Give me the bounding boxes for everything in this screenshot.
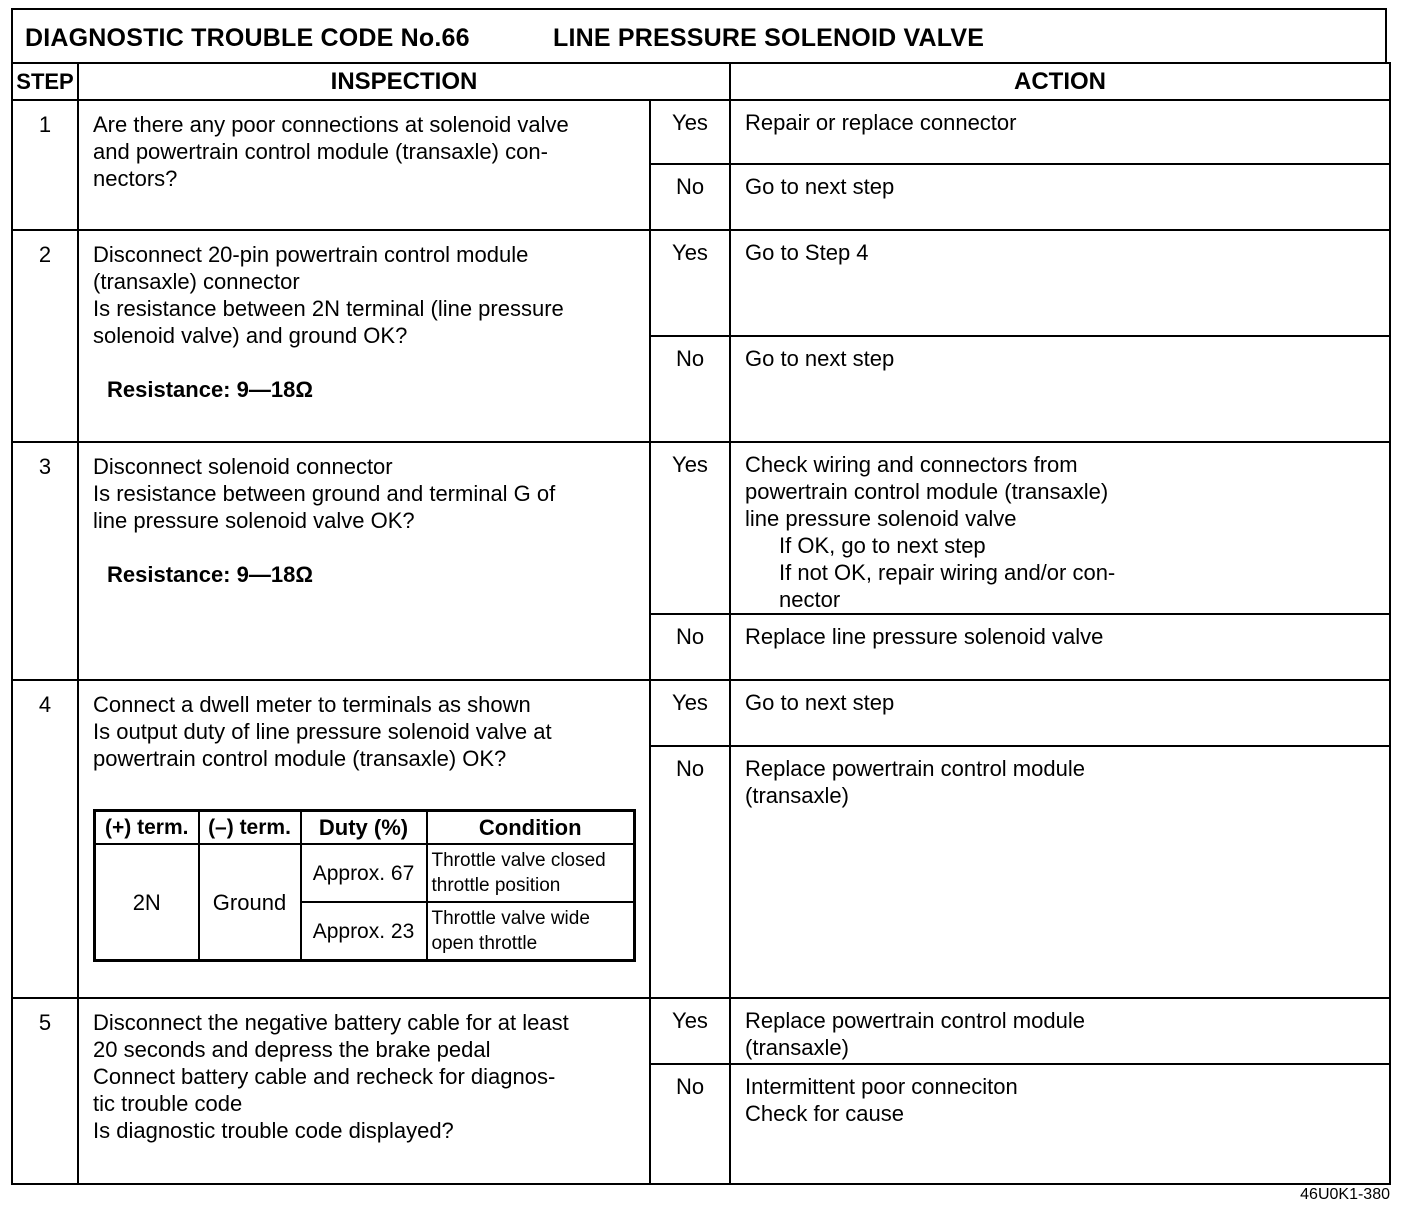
inspection-line: nectors? — [93, 166, 178, 191]
step-inspection — [78, 230, 650, 442]
step-number: 1 — [12, 100, 78, 230]
no-action — [730, 336, 1390, 442]
yes-action — [730, 998, 1390, 1064]
duty-table-row — [95, 844, 635, 902]
action-line: powertrain control module (transaxle) — [745, 479, 1109, 504]
inspection-line: 20 seconds and depress the brake pedal — [93, 1037, 491, 1062]
inspection-line: solenoid valve) and ground OK? — [93, 323, 408, 348]
inspection-line: Is resistance between 2N terminal (line pressure — [93, 296, 564, 321]
yes-action — [730, 230, 1390, 336]
table-header-row — [12, 63, 1390, 100]
no-label: No — [650, 336, 730, 442]
duty-table-header-row — [95, 811, 635, 845]
resistance-spec: Resistance: 9—18Ω — [107, 377, 313, 402]
duty-value: Approx. 67 — [301, 844, 427, 902]
inspection-line: Are there any poor connections at solenoid valve — [93, 112, 569, 137]
inspection-line: Is resistance between ground and terminal G of — [93, 481, 556, 506]
action-line: (transaxle) — [745, 1035, 849, 1060]
action-line-indented: If not OK, repair wiring and/or con- — [779, 560, 1116, 585]
no-action — [730, 614, 1390, 680]
no-label: No — [650, 614, 730, 680]
action-line-indented: If OK, go to next step — [779, 533, 986, 558]
inspection-line: Is output duty of line pressure solenoid valve at — [93, 719, 552, 744]
action-line: Replace powertrain control module — [745, 1008, 1085, 1033]
condition-line: Throttle valve closed — [431, 850, 606, 871]
step-column-header: STEP — [12, 63, 78, 100]
inspection-line: (transaxle) connector — [93, 269, 300, 294]
action-line: Check wiring and connectors from — [745, 452, 1078, 477]
inspection-line: Disconnect 20-pin powertrain control module — [93, 242, 529, 267]
no-label: No — [650, 1064, 730, 1184]
step-row-2-yes — [12, 230, 1390, 336]
action-line: Intermittent poor conneciton — [745, 1074, 1018, 1099]
action-line: Go to Step 4 — [745, 240, 869, 265]
step-number: 2 — [12, 230, 78, 442]
action-line: (transaxle) — [745, 783, 849, 808]
trouble-code-title: DIAGNOSTIC TROUBLE CODE No.66 — [25, 24, 470, 52]
yes-action — [730, 680, 1390, 746]
action-line-indented: nector — [779, 587, 841, 612]
condition-value — [427, 902, 635, 961]
step-number: 5 — [12, 998, 78, 1184]
condition-line: throttle position — [431, 875, 561, 896]
inspection-line: Connect a dwell meter to terminals as shown — [93, 692, 531, 717]
condition-value — [427, 844, 635, 902]
plus-term-value: 2N — [95, 844, 199, 961]
inspection-column-header: INSPECTION — [78, 63, 730, 100]
action-line: Go to next step — [745, 174, 895, 199]
yes-label: Yes — [650, 442, 730, 614]
action-line: Go to next step — [745, 690, 895, 715]
action-line: Check for cause — [745, 1101, 904, 1126]
yes-action — [730, 100, 1390, 164]
condition-line: open throttle — [431, 933, 538, 954]
step-inspection — [78, 998, 650, 1184]
inspection-line: Disconnect solenoid connector — [93, 454, 393, 479]
no-action — [730, 746, 1390, 998]
step-inspection — [78, 680, 650, 998]
step-number: 3 — [12, 442, 78, 680]
minus-term-value: Ground — [199, 844, 301, 961]
diagnostic-table — [11, 62, 1391, 1185]
action-line: Replace powertrain control module — [745, 756, 1085, 781]
duty-header: Duty (%) — [301, 811, 427, 845]
action-line: line pressure solenoid valve — [745, 506, 1017, 531]
action-line: Repair or replace connector — [745, 110, 1017, 135]
component-title: LINE PRESSURE SOLENOID VALVE — [553, 24, 985, 52]
title-bar — [11, 8, 1387, 62]
plus-term-header: (+) term. — [95, 811, 199, 845]
inspection-line: Is diagnostic trouble code displayed? — [93, 1118, 454, 1143]
duty-value: Approx. 23 — [301, 902, 427, 961]
inspection-line: line pressure solenoid valve OK? — [93, 508, 415, 533]
resistance-spec: Resistance: 9—18Ω — [107, 562, 313, 587]
yes-label: Yes — [650, 680, 730, 746]
inspection-line: Connect battery cable and recheck for diagnos- — [93, 1064, 556, 1089]
inspection-line: powertrain control module (transaxle) OK? — [93, 746, 507, 771]
condition-header: Condition — [427, 811, 635, 845]
step-inspection — [78, 442, 650, 680]
step-row-4-yes — [12, 680, 1390, 746]
yes-label: Yes — [650, 998, 730, 1064]
step-row-3-yes — [12, 442, 1390, 614]
no-action — [730, 164, 1390, 230]
no-label: No — [650, 164, 730, 230]
inspection-line: and powertrain control module (transaxle) con- — [93, 139, 548, 164]
no-action — [730, 1064, 1390, 1184]
step-number: 4 — [12, 680, 78, 998]
step-row-1-yes — [12, 100, 1390, 164]
step-inspection — [78, 100, 650, 230]
step-row-5-yes — [12, 998, 1390, 1064]
yes-label: Yes — [650, 230, 730, 336]
action-line: Go to next step — [745, 346, 895, 371]
inspection-line: tic trouble code — [93, 1091, 243, 1116]
yes-label: Yes — [650, 100, 730, 164]
figure-code: 46U0K1-380 — [1300, 1186, 1390, 1203]
action-column-header: ACTION — [730, 63, 1390, 100]
duty-table — [93, 809, 636, 962]
minus-term-header: (–) term. — [199, 811, 301, 845]
action-line: Replace line pressure solenoid valve — [745, 624, 1104, 649]
no-label: No — [650, 746, 730, 998]
inspection-line: Disconnect the negative battery cable for at least — [93, 1010, 569, 1035]
yes-action — [730, 442, 1390, 614]
condition-line: Throttle valve wide — [431, 908, 590, 929]
